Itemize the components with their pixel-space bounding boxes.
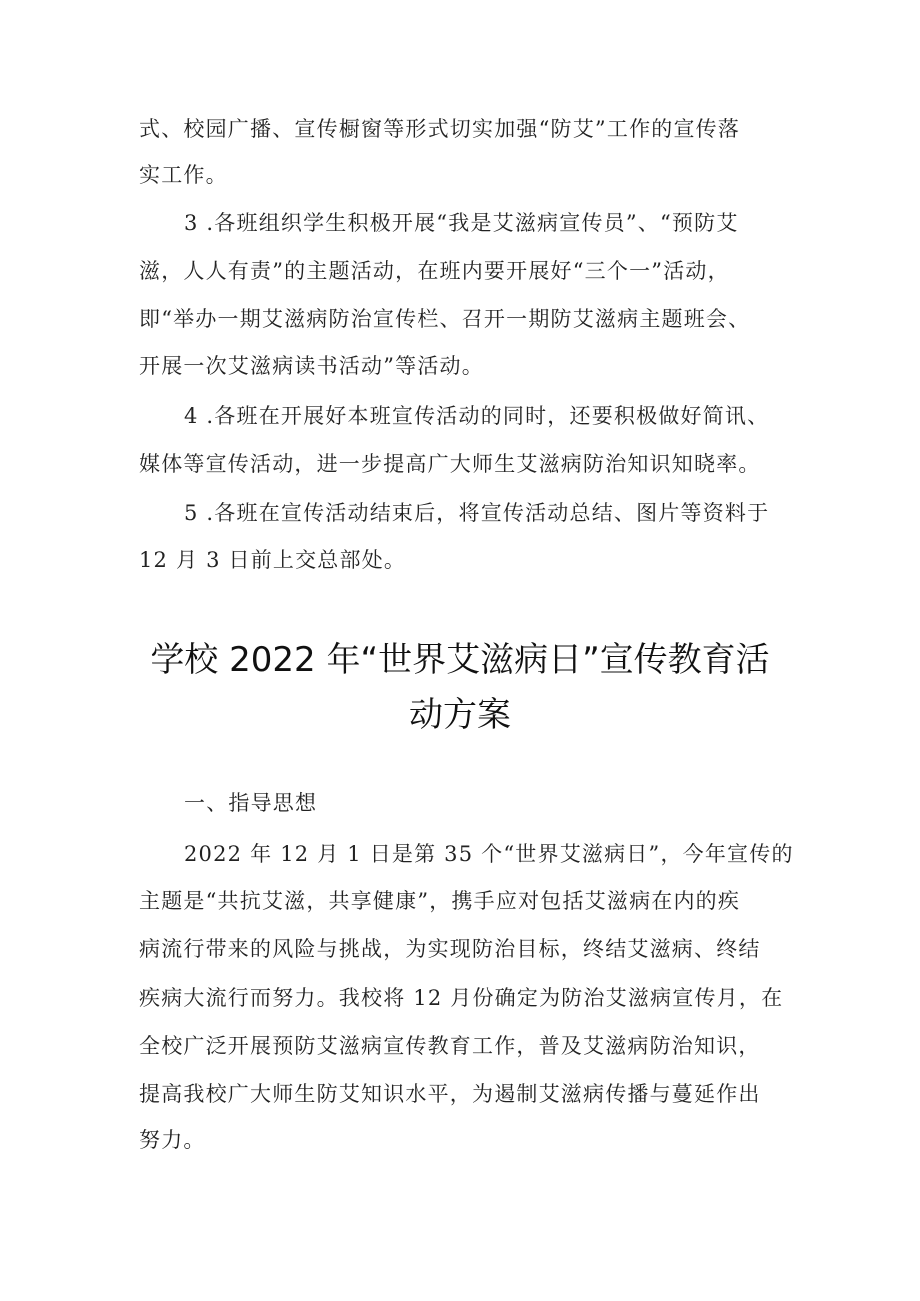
text-line: 主题是“共抗艾滋，共享健康”，携手应对包括艾滋病在内的疾 <box>139 889 741 913</box>
title-line-2: 动方案 <box>409 695 511 735</box>
text-line: 4 .各班在开展好本班宣传活动的同时，还要积极做好简讯、 <box>184 404 770 428</box>
text-line: 病流行带来的风险与挑战，为实现防治目标，终结艾滋病、终结 <box>139 937 761 961</box>
text-line: 12 月 3 日前上交总部处。 <box>139 548 407 572</box>
text-line: 实工作。 <box>139 163 228 187</box>
text-line: 2022 年 12 月 1 日是第 35 个“世界艾滋病日”，今年宣传的 <box>184 842 794 866</box>
text-line: 式、校园广播、宣传橱窗等形式切实加强“防艾”工作的宣传落 <box>139 117 741 141</box>
text-line: 全校广泛开展预防艾滋病宣传教育工作，普及艾滋病防治知识， <box>139 1034 761 1058</box>
text-line: 疾病大流行而努力。我校将 12 月份确定为防治艾滋病宣传月，在 <box>139 986 784 1010</box>
title-line-1: 学校 2022 年“世界艾滋病日”宣传教育活 <box>150 640 770 680</box>
text-line: 滋，人人有责”的主题活动，在班内要开展好“三个一”活动， <box>139 259 730 283</box>
section-heading: 一、指导思想 <box>184 791 318 815</box>
text-line: 媒体等宣传活动，进一步提高广大师生艾滋病防治知识知晓率。 <box>139 452 761 476</box>
text-line: 5 .各班在宣传活动结束后，将宣传活动总结、图片等资料于 <box>184 501 770 525</box>
text-line: 提高我校广大师生防艾知识水平，为遏制艾滋病传播与蔓延作出 <box>139 1082 761 1106</box>
text-line: 开展一次艾滋病读书活动”等活动。 <box>139 354 484 378</box>
text-line: 即“举办一期艾滋病防治宣传栏、召开一期防艾滋病主题班会、 <box>139 307 751 331</box>
text-line: 3 .各班组织学生积极开展“我是艾滋病宣传员”、“预防艾 <box>184 211 739 235</box>
text-line: 努力。 <box>139 1128 206 1152</box>
